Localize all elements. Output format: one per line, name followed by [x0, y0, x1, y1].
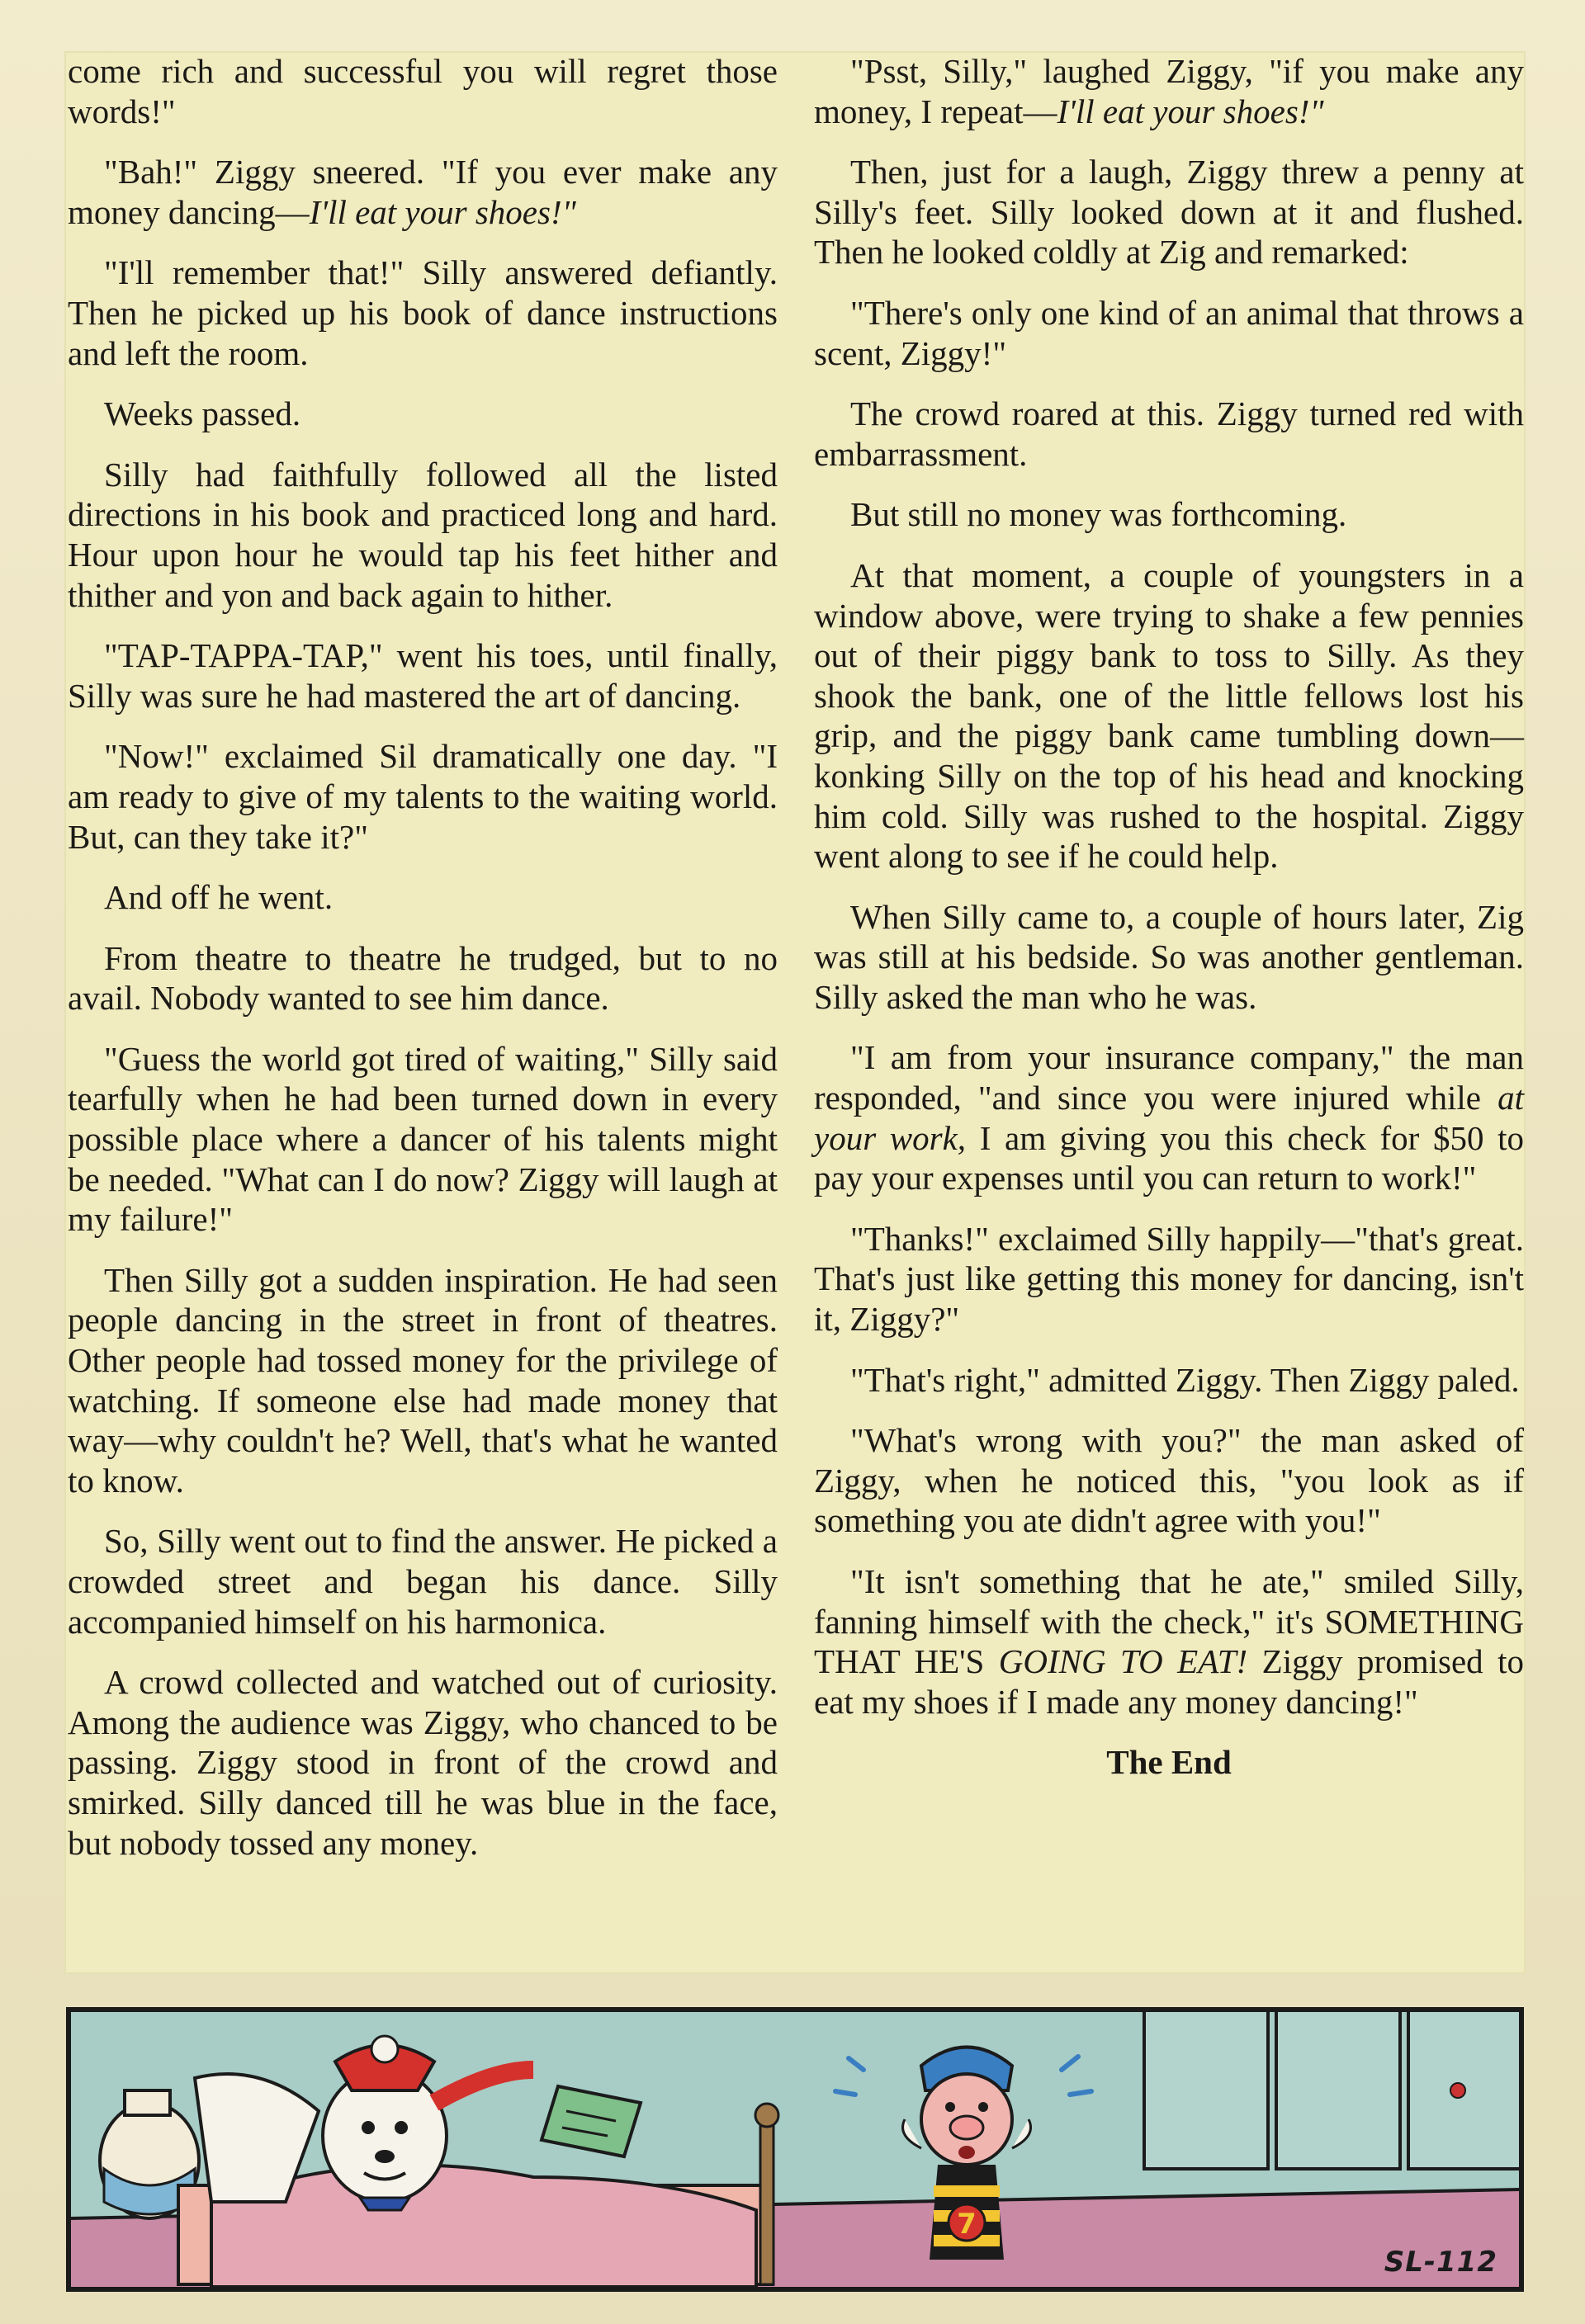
- paragraph: So, Silly went out to find the answer. He picked a crowded street and began his dance. Silly accompanied himself on his harmonica.: [68, 1522, 778, 1641]
- paragraph: Then, just for a laugh, Ziggy threw a penny at Silly's feet. Silly looked down at it and flushed. Then he looked coldly at Zig and remarked:: [814, 153, 1524, 272]
- paragraph: "That's right," admitted Ziggy. Then Ziggy paled.: [850, 1360, 1520, 1399]
- paragraph: And off he went.: [104, 878, 334, 917]
- paragraph: Then Silly got a sudden inspiration. He had seen people dancing in the street in front of theatres. Other people had tossed money for the privilege of watching. If someone else had made money that way—why couldn't he? Well, that's what he wanted to know.: [68, 1260, 778, 1500]
- panel-code-label: SL-112: [1384, 2246, 1497, 2279]
- paragraph: The crowd roared at this. Ziggy turned red with embarrassment.: [814, 394, 1524, 473]
- paragraph: "Psst, Silly," laughed Ziggy, "if you make any money, I repeat—I'll eat your shoes!": [814, 52, 1524, 130]
- paragraph: Weeks passed.: [104, 394, 301, 433]
- paragraph: When Silly came to, a couple of hours later, Zig was still at his bedside. So was another gentleman. Silly asked the man who he was.: [814, 897, 1524, 1016]
- paragraph: A crowd collected and watched out of curiosity. Among the audience was Ziggy, who chanced to be passing. Ziggy stood in front of the crowd and smirked. Silly danced till he was blue in the face, but nobody tossed any money.: [68, 1663, 778, 1862]
- door-knob-icon: [1450, 2083, 1465, 2098]
- paragraph: But still no money was forthcoming.: [850, 495, 1347, 534]
- paragraph: come rich and successful you will regret those words!": [68, 52, 778, 130]
- paragraph: "Bah!" Ziggy sneered. "If you ever make any money dancing—I'll eat your shoes!": [68, 153, 778, 231]
- story-left-column: [68, 51, 778, 1883]
- paragraph: "TAP-TAPPA-TAP," went his toes, until finally, Silly was sure he had mastered the art of dancing.: [68, 636, 778, 715]
- comic-panel-hospital: [66, 2007, 1524, 2292]
- paragraph: Silly had faithfully followed all the listed directions in his book and practiced long and hard. Hour upon hour he would tap his feet hither and thither and yon and back again to hither.: [68, 455, 778, 614]
- story-text-area: [64, 51, 1526, 1974]
- paragraph: "I'll remember that!" Silly answered defiantly. Then he picked up his book of dance instructions and left the room.: [68, 253, 778, 372]
- paragraph: "There's only one kind of an animal that throws a scent, Ziggy!": [814, 293, 1524, 372]
- paragraph: "I am from your insurance company," the man responded, "and since you were injured while at your work, I am giving you this check for $50 to pay your expenses until you can return to work!": [814, 1038, 1524, 1197]
- paragraph: "Guess the world got tired of waiting," Silly said tearfully when he had been turned down in every possible place where a dancer of his talents might be needed. "What can I do now? Ziggy will laugh at my failure!": [68, 1039, 778, 1239]
- hospital-scene-illustration: [71, 2012, 1519, 2287]
- the-end-label: The End: [1106, 1743, 1232, 1782]
- jersey-number: 7: [957, 2208, 977, 2241]
- paragraph: From theatre to theatre he trudged, but to no avail. Nobody wanted to see him dance.: [68, 938, 778, 1018]
- paragraph: "Now!" exclaimed Sil dramatically one day. "I am ready to give of my talents to the waiting world. But, can they take it?": [68, 737, 778, 856]
- paragraph: At that moment, a couple of youngsters in a window above, were trying to shake a few pennies out of their piggy bank to toss to Silly. As they shook the bank, one of the little fellows lost his grip, and the piggy bank came tumbling down—konking Silly on the top of his head and knocking him cold. Silly was rushed to the hospital. Ziggy went along to see if he could help.: [814, 555, 1524, 876]
- paragraph: "It isn't something that he ate," smiled Silly, fanning himself with the check," it's SOMETHING THAT HE'S GOING TO EAT! Ziggy promised to eat my shoes if I made any money dancing!": [814, 1562, 1524, 1721]
- story-right-column: [814, 51, 1524, 1803]
- paragraph: "Thanks!" exclaimed Silly happily—"that's great. That's just like getting this money for dancing, isn't it, Ziggy?": [814, 1219, 1524, 1339]
- paragraph: "What's wrong with you?" the man asked of Ziggy, when he noticed this, "you look as if something you ate didn't agree with you!": [814, 1421, 1524, 1540]
